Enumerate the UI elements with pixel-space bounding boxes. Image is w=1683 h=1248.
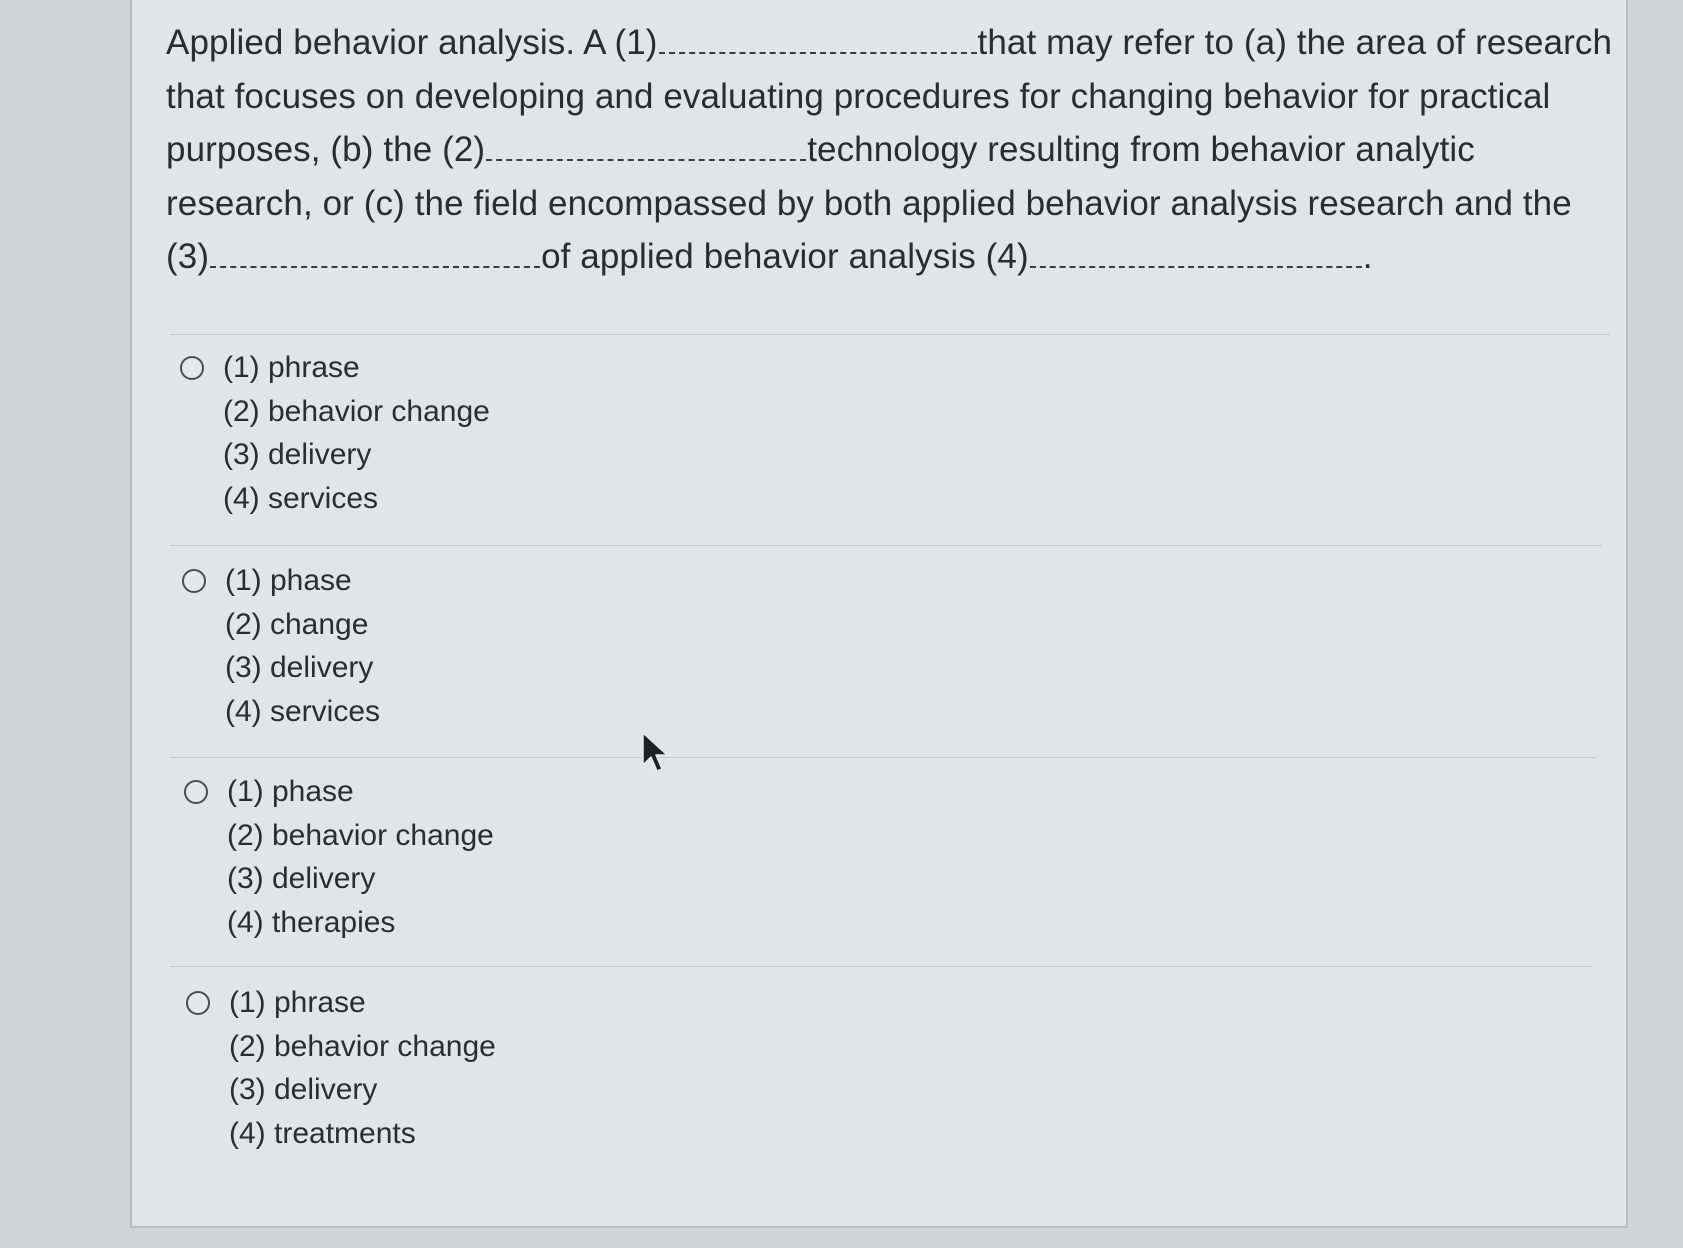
radio-button-icon[interactable]	[184, 780, 208, 804]
divider	[170, 545, 1602, 546]
option-line: (1) phrase	[229, 986, 366, 1019]
option-line: (3) delivery	[223, 438, 372, 471]
question-line-5	[166, 230, 1606, 284]
option-line: (3) delivery	[227, 862, 376, 895]
question-fragment: (3)	[166, 237, 210, 276]
question-fragment: Applied behavior analysis. A (1)	[166, 23, 658, 62]
option-line: (1) phase	[225, 564, 352, 597]
question-line-3	[166, 123, 1606, 177]
option-line: (2) change	[225, 607, 369, 641]
option-line: (4) treatments	[229, 1116, 416, 1150]
option-line: (4) therapies	[227, 905, 396, 939]
question-fragment: of applied behavior analysis (4)	[541, 237, 1029, 276]
option-text	[227, 770, 494, 944]
option-text	[225, 559, 380, 733]
radio-button-icon[interactable]	[186, 991, 210, 1015]
mouse-pointer-icon	[640, 731, 670, 775]
option-line: (4) services	[225, 694, 381, 728]
option-line: (4) services	[223, 481, 379, 515]
option-text	[223, 346, 490, 520]
question-line-2: that focuses on developing and evaluating procedures for changing behavior for practical	[166, 76, 1551, 116]
question-line-4: research, or (c) the field encompassed by both applied behavior analysis research and the	[166, 183, 1572, 223]
question-card	[130, 0, 1628, 1228]
option-line: (3) delivery	[229, 1073, 378, 1106]
option-line: (3) delivery	[225, 651, 374, 684]
question-line-1	[166, 16, 1613, 70]
question-fragment: technology resulting from behavior analytic	[807, 130, 1475, 169]
option-line: (2) behavior change	[223, 394, 490, 428]
divider	[170, 757, 1596, 758]
divider	[170, 334, 1610, 335]
option-text	[229, 981, 496, 1155]
option-line: (2) behavior change	[227, 818, 494, 852]
divider	[170, 966, 1592, 967]
option-line: (1) phase	[227, 775, 354, 808]
blank-2	[486, 129, 806, 161]
question-fragment: that may refer to (a) the area of research	[977, 23, 1613, 62]
question-fragment: purposes, (b) the (2)	[166, 130, 486, 169]
radio-button-icon[interactable]	[180, 356, 204, 380]
option-line: (2) behavior change	[229, 1029, 496, 1063]
question-fragment: .	[1362, 237, 1373, 276]
blank-1	[659, 22, 977, 54]
blank-4	[1030, 236, 1362, 268]
question-text	[166, 16, 1613, 284]
blank-3	[210, 236, 540, 268]
radio-button-icon[interactable]	[182, 569, 206, 593]
option-line: (1) phrase	[223, 351, 360, 384]
